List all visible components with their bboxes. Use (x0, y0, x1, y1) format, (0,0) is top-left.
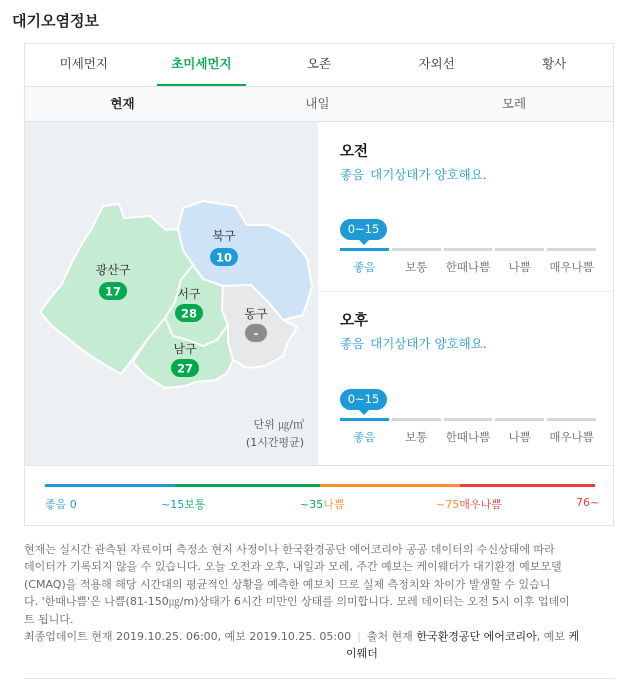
subtab-tomorrow[interactable]: 내일 (305, 96, 330, 111)
subtab-now[interactable]: 현재 (110, 96, 135, 111)
legend-good-label: 좋음 (45, 498, 67, 511)
grade-segment (547, 418, 596, 421)
grade-label-bad: 나쁨 (508, 430, 531, 444)
tab-uv[interactable]: 자외선 (418, 56, 455, 71)
value-bukgu: 10 (215, 250, 233, 265)
legend-tick-75: ~75 (436, 498, 460, 511)
grade-segment (340, 248, 389, 251)
grade-segment (547, 248, 596, 251)
note-line: 현재는 실시간 관측된 자료이며 측정소 현지 사정이나 한국환경공단 에어코리아 공공 데이터의 수신상태에 따라 (24, 543, 555, 556)
grade-segment (340, 418, 389, 421)
grade-label-good: 좋음 (353, 430, 376, 444)
legend-tick-35: ~35 (300, 498, 324, 511)
legend-bar-very-bad (460, 484, 595, 487)
day-subtabs (25, 86, 613, 122)
grade-bar (340, 418, 596, 421)
tab-fine-dust[interactable]: 미세먼지 (59, 56, 108, 71)
source-prefix: 출처 현재 (366, 630, 413, 644)
range-badge: 0~15 (340, 219, 387, 240)
district-map (25, 122, 318, 465)
legend-bar-good (45, 484, 175, 487)
forecast-period: 오후 (340, 313, 369, 329)
district-label-seogu: 서구 (177, 287, 201, 301)
pollutant-tabs (25, 44, 613, 86)
district-label-namgu: 남구 (173, 342, 197, 356)
grade-segment (444, 418, 493, 421)
forecast-status (340, 334, 487, 352)
grade-label-bad: 나쁨 (508, 260, 531, 274)
legend-tick-15: ~15 (161, 498, 185, 511)
forecast-period: 오전 (340, 144, 369, 160)
air-pollution-panel (24, 43, 614, 526)
unit-label: 단위 ㎍/㎥ (253, 418, 304, 431)
grade-labels (340, 259, 596, 275)
bottom-divider (24, 678, 614, 679)
unit-average-label: (1시간평균) (245, 436, 304, 449)
grade-segment (495, 418, 544, 421)
legend-tick-0: 0 (69, 498, 77, 511)
legend-very-bad (436, 496, 502, 512)
forecast-grade: 좋음 (340, 336, 365, 351)
grade-segment (392, 248, 441, 251)
update-line: 최종업데이트 현재 2019.10.25. 06:00, 예보 2019.10.25. 05:00 | 출처 현재 한국환경공단 에어코리아, 예보 케 (24, 630, 580, 644)
grade-segment (392, 418, 441, 421)
forecast-morning (318, 122, 613, 292)
info-notes (24, 541, 614, 663)
range-badge: 0~15 (340, 389, 387, 410)
tab-ozone[interactable]: 오존 (306, 56, 332, 71)
forecast-description: 대기상태가 양호해요. (370, 167, 487, 182)
legend-normal-label: 보통 (184, 498, 206, 511)
value-gwangsangu: 17 (104, 284, 122, 299)
page-title: 대기오염정보 (12, 12, 99, 30)
note-line: 데이터가 기록되지 않을 수 있습니다. 오늘 오전과 오후, 내일과 모레, 주간 예보는 케이웨더가 대기환경 예보모델 (24, 560, 562, 574)
district-label-gwangsangu: 광산구 (95, 263, 131, 277)
grade-label-normal: 보통 (405, 260, 428, 274)
grade-label-good: 좋음 (353, 260, 376, 274)
legend-very-bad-label: 매우나쁨 (459, 498, 502, 511)
value-namgu: 27 (176, 361, 194, 376)
legend-tick-76: 76~ (576, 496, 600, 509)
grade-label-sometimes-bad: 한때나쁨 (445, 260, 491, 274)
grade-segment (495, 248, 544, 251)
tab-yellow-dust[interactable]: 황사 (542, 56, 567, 71)
forecast-afternoon (318, 292, 613, 465)
district-label-bukgu: 북구 (212, 229, 236, 243)
forecast-status (340, 165, 487, 183)
legend-bad (300, 496, 344, 512)
forecast-grade: 좋음 (340, 167, 365, 182)
source-forecast: , 예보 (536, 630, 565, 644)
tab-ultrafine-dust[interactable]: 초미세먼지 (143, 44, 261, 86)
source-kweather-continued[interactable]: 이웨더 (346, 647, 378, 661)
legend-good (45, 496, 77, 512)
note-line: (CMAQ)을 적용해 해당 시간대의 평균적인 상황을 예측한 예보치 므로 실제 측정치와 차이가 발생할 수 있습니 (24, 577, 551, 591)
grade-label-very-bad: 매우나쁨 (549, 260, 594, 274)
source-airkorea-link[interactable]: 한국환경공단 에어코리아 (416, 630, 537, 644)
district-label-donggu: 동구 (244, 307, 268, 321)
grade-labels (340, 429, 596, 445)
grade-legend (25, 465, 613, 526)
legend-bad-label: 나쁨 (323, 498, 345, 511)
grade-label-sometimes-bad: 한때나쁨 (445, 430, 491, 444)
legend-bar-normal (175, 484, 320, 487)
value-seogu: 28 (180, 306, 198, 321)
legend-normal (161, 496, 205, 512)
update-time: 최종업데이트 현재 2019.10.25. 06:00, 예보 2019.10.25. 05:00 (24, 630, 352, 644)
note-line: 다. '한때나쁨'은 나쁨(81-150㎍/m)상태가 6시간 미만인 상태를 의미합니다. 모레 데이터는 오전 5시 이후 업데이 (24, 595, 570, 609)
value-donggu: - (253, 326, 259, 341)
grade-segment (444, 248, 493, 251)
grade-bar (340, 248, 596, 251)
grade-label-very-bad: 매우나쁨 (549, 430, 594, 444)
forecast-description: 대기상태가 양호해요. (370, 336, 487, 351)
source-kweather-link[interactable]: 케 (568, 630, 580, 644)
subtab-day-after[interactable]: 모레 (501, 96, 527, 111)
grade-label-normal: 보통 (405, 430, 428, 444)
note-line: 트 됩니다. (24, 612, 74, 626)
legend-bar-bad (320, 484, 460, 487)
